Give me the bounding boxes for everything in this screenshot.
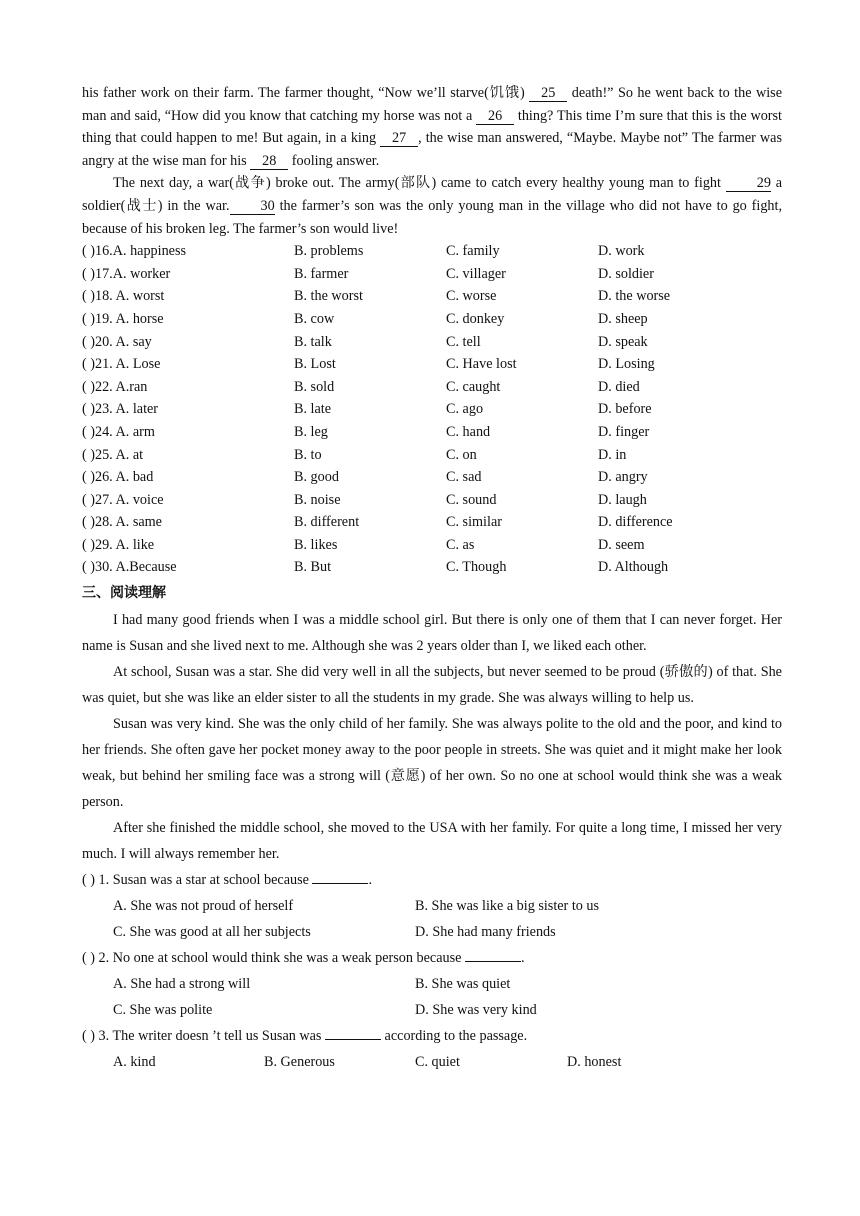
option-a: ( )18. A. worst bbox=[82, 288, 165, 305]
text: death!” So he went back to the wise man and said, “How did you know that catching my horse was not a bbox=[82, 85, 782, 124]
option-row-18 bbox=[82, 285, 782, 308]
option-b: B. late bbox=[294, 401, 332, 418]
option-row-26 bbox=[82, 466, 782, 489]
option-row-28 bbox=[82, 511, 782, 534]
option-c: C. She was polite bbox=[113, 1002, 213, 1019]
option-c: C. caught bbox=[446, 378, 501, 395]
passage-paragraph-1 bbox=[82, 82, 782, 172]
option-b: B. Generous bbox=[264, 1054, 335, 1071]
blank-29: 29 bbox=[726, 176, 771, 192]
option-a: ( )28. A. same bbox=[82, 514, 162, 531]
reading-paragraph-4: After she finished the middle school, she moved to the USA with her family. For quite a long time, I missed her very much. I will always remember her. bbox=[82, 820, 782, 863]
option-row-22 bbox=[82, 376, 782, 399]
section-heading: 三、阅读理解 bbox=[82, 585, 166, 602]
option-b: B. the worst bbox=[294, 288, 363, 305]
question-text: ( ) 2. No one at school would think she was a weak person because bbox=[82, 950, 465, 967]
option-a: A. She was not proud of herself bbox=[113, 898, 294, 915]
option-a: ( )29. A. like bbox=[82, 536, 155, 553]
option-d: D. Although bbox=[598, 559, 669, 576]
option-c: C. sad bbox=[446, 469, 482, 486]
option-d: D. Losing bbox=[598, 356, 655, 373]
answer-blank bbox=[312, 870, 368, 884]
option-c: C. donkey bbox=[446, 310, 505, 327]
option-row-29 bbox=[82, 534, 782, 557]
option-row-23 bbox=[82, 398, 782, 421]
option-row-27 bbox=[82, 489, 782, 512]
option-d: D. seem bbox=[598, 536, 645, 553]
option-d: D. finger bbox=[598, 423, 650, 440]
text: fooling answer. bbox=[288, 152, 380, 169]
question-2-options-ab bbox=[82, 971, 782, 997]
option-c: C. on bbox=[446, 446, 477, 463]
option-b: B. She was like a big sister to us bbox=[415, 898, 600, 915]
option-b: B. noise bbox=[294, 491, 341, 508]
text: a soldier(战士) in the war. bbox=[82, 175, 782, 214]
reading-paragraph-2: At school, Susan was a star. She did very well in all the subjects, but never seemed to be proud (骄傲的) of that. She was quiet, but she was like an elder sister to all the students in my grade. She was always willing to help us. bbox=[82, 664, 782, 707]
option-d: D. died bbox=[598, 378, 640, 395]
option-c: C. sound bbox=[446, 491, 497, 508]
option-c: C. hand bbox=[446, 423, 491, 440]
option-d: D. speak bbox=[598, 333, 648, 350]
option-a: ( )23. A. later bbox=[82, 401, 159, 418]
text: the farmer’s son was the only young man in the village who did not have to go fight, because of his broken leg. The farmer’s son would live! bbox=[82, 197, 782, 237]
question-text: ( ) 1. Susan was a star at school because bbox=[82, 872, 313, 889]
option-d: D. sheep bbox=[598, 310, 648, 327]
cloze-options-list bbox=[82, 240, 782, 579]
reading-paragraph-1: I had many good friends when I was a middle school girl. But there is only one of them that I can never forget. Her name is Susan and she lived next to me. Although she was 2 years older than I, we liked each other. bbox=[82, 612, 782, 655]
option-c: C. villager bbox=[446, 265, 506, 282]
option-b: B. cow bbox=[294, 310, 335, 327]
option-b: B. sold bbox=[294, 378, 335, 395]
question-3-options bbox=[82, 1049, 782, 1075]
question-text: . bbox=[368, 872, 373, 889]
answer-blank bbox=[325, 1026, 381, 1040]
option-c: C. family bbox=[446, 243, 500, 260]
option-a: ( )24. A. arm bbox=[82, 423, 155, 440]
option-a: A. She had a strong will bbox=[113, 976, 251, 993]
option-c: C. as bbox=[446, 536, 475, 553]
option-d: D. before bbox=[598, 401, 652, 418]
text: his father work on their farm. The farmer thought, “Now we’ll starve(饥饿) bbox=[82, 85, 530, 101]
option-d: D. in bbox=[598, 446, 627, 463]
option-c: C. Though bbox=[446, 559, 507, 576]
option-row-20 bbox=[82, 331, 782, 354]
option-c: C. worse bbox=[446, 288, 497, 305]
option-b: B. problems bbox=[294, 243, 364, 260]
question-3-stem bbox=[82, 1023, 782, 1049]
option-b: B. talk bbox=[294, 333, 332, 350]
option-d: D. soldier bbox=[598, 265, 654, 282]
option-c: C. ago bbox=[446, 401, 484, 418]
option-d: D. laugh bbox=[598, 491, 647, 508]
option-b: B. farmer bbox=[294, 265, 349, 282]
option-b: B. Lost bbox=[294, 356, 336, 373]
option-d: D. She had many friends bbox=[415, 924, 556, 941]
question-1-options-ab bbox=[82, 893, 782, 919]
question-text: . bbox=[520, 950, 525, 967]
option-b: B. But bbox=[294, 559, 332, 576]
option-b: B. good bbox=[294, 469, 339, 486]
option-a: ( )22. A.ran bbox=[82, 378, 148, 395]
option-a: A. kind bbox=[113, 1054, 156, 1071]
question-2-stem bbox=[82, 945, 782, 971]
blank-28: 28 bbox=[250, 154, 288, 170]
answer-blank bbox=[465, 948, 521, 962]
question-1-stem bbox=[82, 867, 782, 893]
option-c: C. similar bbox=[446, 514, 502, 531]
option-a: ( )25. A. at bbox=[82, 446, 144, 463]
option-d: D. difference bbox=[598, 514, 673, 531]
document-page bbox=[82, 82, 782, 1075]
option-c: C. She was good at all her subjects bbox=[113, 924, 311, 941]
question-text: according to the passage. bbox=[381, 1028, 528, 1045]
text: thing? This time I’m sure that this is the worst thing that could happen to me! But again, in a king bbox=[82, 107, 782, 147]
option-d: D. honest bbox=[567, 1054, 622, 1071]
reading-paragraph-3: Susan was very kind. She was the only child of her family. She was always polite to the old and the poor, and kind to her friends. She often gave her pocket money away to the poor people in streets. She was quiet and it might make her look weak, but behind her smiling face was a strong will (意愿) of her own. So no one at school would think she was a weak person. bbox=[82, 716, 782, 811]
option-b: B. leg bbox=[294, 423, 328, 440]
option-b: B. likes bbox=[294, 536, 338, 553]
option-a: ( )17.A. worker bbox=[82, 265, 171, 282]
option-a: ( )16.A. happiness bbox=[82, 243, 187, 260]
option-d: D. She was very kind bbox=[415, 1002, 537, 1019]
option-a: ( )30. A.Because bbox=[82, 559, 177, 576]
option-d: D. work bbox=[598, 243, 645, 260]
option-row-30 bbox=[82, 556, 782, 579]
text: , the wise man answered, “Maybe. Maybe not” The farmer was angry at the wise man for his bbox=[82, 130, 782, 169]
option-row-19 bbox=[82, 308, 782, 331]
question-2-options-cd bbox=[82, 997, 782, 1023]
option-a: ( )26. A. bad bbox=[82, 469, 154, 486]
option-row-25 bbox=[82, 444, 782, 467]
blank-27: 27 bbox=[380, 131, 418, 147]
option-d: D. the worse bbox=[598, 288, 671, 305]
question-text: ( ) 3. The writer doesn ’t tell us Susan was bbox=[82, 1028, 325, 1045]
option-row-21 bbox=[82, 353, 782, 376]
passage-paragraph-2 bbox=[82, 172, 782, 240]
option-row-16 bbox=[82, 240, 782, 263]
option-a: ( )27. A. voice bbox=[82, 491, 164, 508]
blank-25: 25 bbox=[529, 86, 567, 102]
option-a: ( )20. A. say bbox=[82, 333, 152, 350]
option-c: C. tell bbox=[446, 333, 481, 350]
option-b: B. to bbox=[294, 446, 322, 463]
question-1-options-cd bbox=[82, 919, 782, 945]
option-b: B. She was quiet bbox=[415, 976, 511, 993]
option-c: C. Have lost bbox=[446, 356, 517, 373]
option-row-17 bbox=[82, 263, 782, 286]
text: The next day, a war(战争) broke out. The army(部队) came to catch every healthy young man to fight bbox=[113, 175, 726, 192]
option-c: C. quiet bbox=[415, 1054, 460, 1071]
blank-26: 26 bbox=[476, 109, 514, 125]
option-d: D. angry bbox=[598, 469, 648, 486]
option-row-24 bbox=[82, 421, 782, 444]
option-a: ( )19. A. horse bbox=[82, 310, 164, 327]
blank-30: 30 bbox=[230, 199, 275, 215]
option-a: ( )21. A. Lose bbox=[82, 356, 161, 373]
option-b: B. different bbox=[294, 514, 360, 531]
